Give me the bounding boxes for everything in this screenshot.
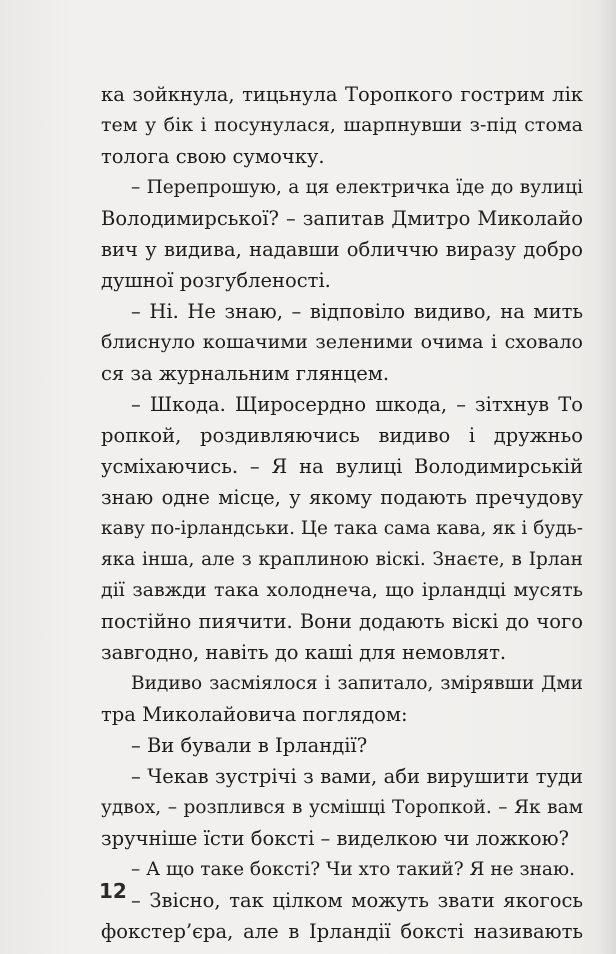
text-line: усміхаючись. – Я на вулиці Володимирській (101, 455, 583, 478)
text-line: дії завжди така холоднеча, що ірландці мусять (101, 579, 583, 601)
text-line: Видиво засміялося і запитало, змірявши Дми (131, 673, 583, 694)
page-number: 12 (99, 879, 127, 903)
text-line: ся за журнальним глянцем. (101, 362, 390, 385)
text-line: – Чекав зустрічі з вами, аби вирушити туди (131, 765, 583, 788)
text-line: ка зойкнула, тицьнула Торопкого гострим лік (101, 83, 583, 106)
text-line: каву по-ірландськи. Це така сама кава, як і будь- (101, 518, 583, 539)
text-line: завгодно, навіть до каші для немовлят. (101, 641, 507, 664)
text-line: – А що таке боксті? Чи хто такий? Я не знаю. (131, 859, 575, 880)
text-line: Володимирської? – запитав Дмитро Миколайо (101, 207, 583, 230)
text-line: тра Миколайовича поглядом: (101, 703, 408, 726)
text-line: зручніше їсти боксті – виделкою чи ложкою? (101, 827, 570, 850)
text-line: знаю одне місце, у якому подають пречудову (101, 486, 583, 509)
text-line: – Перепрошую, а ця електричка їде до вулиці (131, 177, 583, 198)
text-line: постійно пиячити. Вони додають віскі до чого (101, 610, 583, 633)
text-line: яка інша, але з краплиною віскі. Знаєте, в Ірлан (101, 549, 583, 570)
body-text (101, 79, 583, 947)
text-line: – Ви бували в Ірландії? (131, 734, 368, 757)
text-line: вич у видива, надавши обличчю виразу добро (101, 238, 583, 261)
text-line: – Шкода. Щиросердно шкода, – зітхнув То (131, 393, 583, 416)
text-line: фокстер’єра, але в Ірландії боксті називають (101, 920, 583, 943)
text-line: – Ні. Не знаю, – відповіло видиво, на мить (131, 300, 583, 323)
text-line: ропкой, роздивляючись видиво і дружньо (101, 424, 583, 447)
text-line: толога свою сумочку. (101, 145, 325, 168)
text-line: – Звісно, так цілком можуть звати якогось (131, 889, 583, 912)
text-line: блиснуло кошачими зеленими очима і сховало (101, 331, 583, 353)
text-line: душної розгубленості. (101, 269, 331, 292)
text-line: тем у бік і посунулася, шарпнувши з-під стома (101, 114, 583, 136)
text-line: удвох, – розплився в усмішці Торопкой. – Як вам (101, 797, 583, 818)
